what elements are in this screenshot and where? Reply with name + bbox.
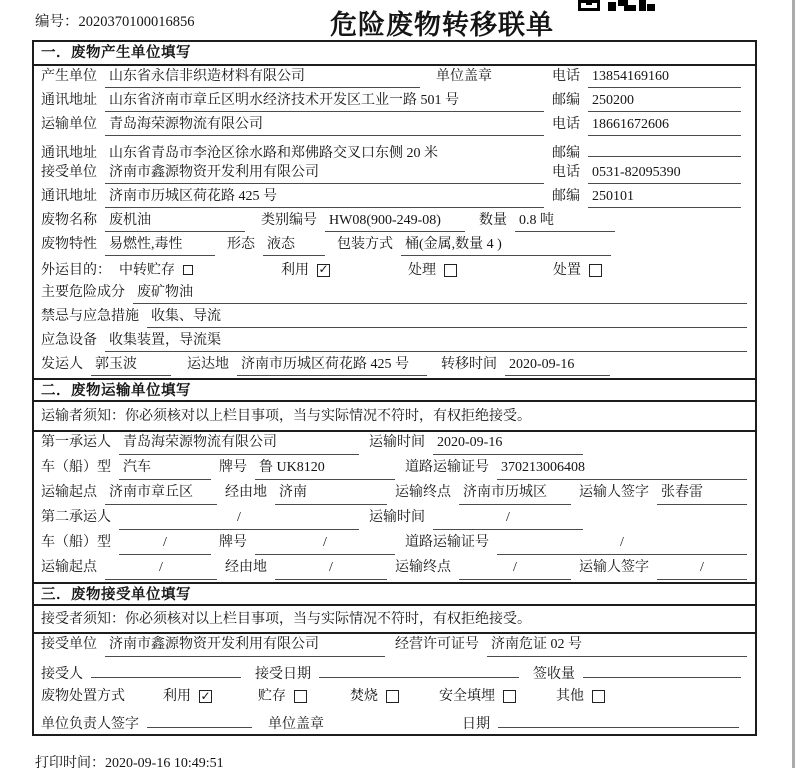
transporter-address-row <box>34 138 755 162</box>
disposal-use-label: 利用 <box>163 688 191 704</box>
zip-label: 邮编 <box>552 189 580 204</box>
section-3-header: 三．废物接受单位填写 <box>34 582 755 606</box>
acceptor-value <box>91 659 241 678</box>
waste-name-row <box>34 210 755 234</box>
second-origin-value: / <box>105 557 217 580</box>
form-label: 形态 <box>227 237 255 252</box>
waste-character-row <box>34 234 755 258</box>
accept-date-label: 接受日期 <box>255 667 311 682</box>
checkbox-item-treat <box>408 260 457 281</box>
origin-label: 运输起点 <box>41 560 97 575</box>
emergency-equipment-label: 应急设备 <box>41 333 97 348</box>
first-vehicle-type-value: 汽车 <box>119 457 211 480</box>
waste-character-value: 易燃性,毒性 <box>105 234 215 256</box>
second-carrier-value: / <box>119 507 359 530</box>
destination-label: 运达地 <box>187 357 229 372</box>
vehicle-type-label: 车（船）型 <box>41 535 111 550</box>
disposal-other-label: 其他 <box>556 688 584 704</box>
first-route-row <box>34 482 755 507</box>
shipper-label: 发运人 <box>41 357 83 372</box>
producer-unit-row <box>34 66 755 90</box>
second-carrier-label: 第二承运人 <box>41 510 111 525</box>
phone-label: 电话 <box>552 69 580 84</box>
disposal-burn-checkbox[interactable] <box>386 690 399 703</box>
address-label: 通讯地址 <box>41 189 97 204</box>
address-label: 通讯地址 <box>41 93 97 108</box>
disposal-store-checkbox[interactable] <box>294 690 307 703</box>
accepting-unit-value: 济南市鑫源物资开发利用有限公司 <box>105 634 385 657</box>
transporter-phone-value: 18661672606 <box>588 114 741 136</box>
transporter-unit-value: 青岛海荣源物流有限公司 <box>105 114 544 136</box>
transporter-zip-group <box>552 138 755 162</box>
treat-checkbox[interactable] <box>444 264 457 277</box>
road-license-label: 道路运输证号 <box>405 535 489 550</box>
qr-code-fragment <box>578 0 656 11</box>
second-via-value: / <box>275 557 387 580</box>
manager-sign-label: 单位负责人签字 <box>41 717 139 732</box>
shipper-row <box>34 354 755 378</box>
transporter-unit-row <box>34 114 755 138</box>
page-title: 危险废物转移联单 <box>330 10 554 40</box>
taboo-measures-row <box>34 306 755 330</box>
emergency-equipment-value: 收集装置，导流渠 <box>105 330 747 352</box>
use-label: 利用 <box>281 262 309 278</box>
receiver-phone-group <box>552 162 755 184</box>
producer-unit-label: 产生单位 <box>41 69 97 84</box>
section-2-body <box>34 432 755 582</box>
signed-quantity-value <box>583 659 741 678</box>
date-value <box>498 709 739 728</box>
category-code-value: HW08(900-249-08) <box>325 210 465 232</box>
first-origin-value: 济南市章丘区 <box>105 482 217 505</box>
taboo-measures-value: 收集、导流 <box>147 306 747 328</box>
manager-sign-row <box>34 709 755 734</box>
transfer-time-label: 转移时间 <box>441 357 497 372</box>
disposal-landfill-checkbox[interactable] <box>503 690 516 703</box>
unit-seal-label: 单位盖章 <box>436 69 492 84</box>
first-plate-number-value: 鲁 UK8120 <box>255 457 395 480</box>
first-transport-time-value: 2020-09-16 <box>433 432 583 455</box>
phone-label: 电话 <box>552 117 580 132</box>
acceptor-row <box>34 659 755 684</box>
dispose-checkbox[interactable] <box>589 264 602 277</box>
second-carrier-sign-value: / <box>657 557 747 580</box>
disposal-method-row <box>34 684 755 709</box>
checkbox-item-transit-storage <box>119 260 193 281</box>
permit-number-label: 经营许可证号 <box>395 637 479 652</box>
phone-label: 电话 <box>552 165 580 180</box>
transit-storage-checkbox[interactable] <box>183 265 193 275</box>
first-carrier-label: 第一承运人 <box>41 435 111 450</box>
accepting-unit-row <box>34 634 755 659</box>
via-label: 经由地 <box>225 485 267 500</box>
section-2-header: 二．废物运输单位填写 <box>34 378 755 402</box>
serial-label: 编号： <box>35 14 79 30</box>
first-carrier-row <box>34 432 755 457</box>
transporter-phone-group <box>552 114 755 136</box>
disposal-use-checkbox[interactable]: ✓ <box>200 688 211 703</box>
section-3-body <box>34 634 755 734</box>
transporter-zip-value <box>588 138 741 157</box>
first-via-value: 济南 <box>275 482 387 505</box>
producer-phone-group <box>552 66 755 88</box>
print-time <box>35 752 224 768</box>
transit-storage-label: 中转贮存 <box>119 262 175 278</box>
second-vehicle-row <box>34 532 755 557</box>
receiver-unit-value: 济南市鑫源物资开发利用有限公司 <box>105 162 544 184</box>
checkbox-item-disposal-store <box>258 686 307 708</box>
receiver-zip-value: 250101 <box>588 186 741 208</box>
manager-sign-value <box>147 709 252 728</box>
transport-time-label: 运输时间 <box>369 435 425 450</box>
use-checkbox[interactable]: ✓ <box>318 262 329 276</box>
checkbox-item-use <box>281 260 330 281</box>
treat-label: 处理 <box>408 262 436 278</box>
transporter-unit-label: 运输单位 <box>41 117 97 132</box>
category-code-label: 类别编号 <box>261 213 317 228</box>
second-road-license-value: / <box>497 532 747 555</box>
first-carrier-sign-value: 张春雷 <box>657 482 747 505</box>
address-label: 通讯地址 <box>41 146 97 161</box>
receiver-address-value: 济南市历城区荷花路 425 号 <box>105 186 544 208</box>
serial-number <box>35 10 195 31</box>
plate-number-label: 牌号 <box>219 460 247 475</box>
plate-number-label: 牌号 <box>219 535 247 550</box>
disposal-method-label: 废物处置方式 <box>41 688 125 704</box>
transport-time-label: 运输时间 <box>369 510 425 525</box>
transport-purpose-row <box>34 258 755 282</box>
transporter-address-value: 山东省青岛市李沧区徐水路和郑佛路交叉口东侧 20 米 <box>105 143 544 162</box>
transporter-notice: 运输者须知：你必须核对以上栏目事项，当与实际情况不符时，有权拒绝接受。 <box>34 402 755 432</box>
second-carrier-row <box>34 507 755 532</box>
print-time-label: 打印时间： <box>35 756 105 768</box>
receiver-unit-row <box>34 162 755 186</box>
checkbox-item-disposal-burn <box>350 686 399 708</box>
signed-quantity-label: 签收量 <box>533 667 575 682</box>
receiver-zip-group <box>552 186 755 208</box>
via-label: 经由地 <box>225 560 267 575</box>
checkbox-item-dispose <box>553 260 602 281</box>
zip-label: 邮编 <box>552 93 580 108</box>
transfer-time-value: 2020-09-16 <box>505 354 610 376</box>
waste-character-label: 废物特性 <box>41 237 97 252</box>
second-vehicle-type-value: / <box>119 532 211 555</box>
first-carrier-value: 青岛海荣源物流有限公司 <box>119 432 359 455</box>
waste-name-label: 废物名称 <box>41 213 97 228</box>
form-value: 液态 <box>263 234 325 256</box>
checkbox-item-disposal-landfill <box>439 686 516 708</box>
quantity-value: 0.8 吨 <box>515 210 615 232</box>
section-1-body <box>34 66 755 378</box>
disposal-store-label: 贮存 <box>258 688 286 704</box>
package-value: 桶(金属,数量 4 ) <box>401 234 611 256</box>
checkbox-item-disposal-use <box>163 686 212 708</box>
disposal-burn-label: 焚烧 <box>350 688 378 704</box>
origin-label: 运输起点 <box>41 485 97 500</box>
road-license-label: 道路运输证号 <box>405 460 489 475</box>
dispose-label: 处置 <box>553 262 581 278</box>
acceptor-label: 接受人 <box>41 667 83 682</box>
hazard-components-value: 废矿物油 <box>133 282 747 304</box>
date-label: 日期 <box>462 717 490 732</box>
checkbox-item-disposal-other <box>556 686 605 708</box>
unit-seal-label: 单位盖章 <box>268 717 324 732</box>
manifest-form <box>32 40 757 736</box>
receiver-phone-value: 0531-82095390 <box>588 162 741 184</box>
second-end-value: / <box>459 557 571 580</box>
zip-label: 邮编 <box>552 146 580 161</box>
vehicle-type-label: 车（船）型 <box>41 460 111 475</box>
shipper-value: 郭玉波 <box>91 354 171 376</box>
taboo-measures-label: 禁忌与应急措施 <box>41 309 139 324</box>
quantity-label: 数量 <box>479 213 507 228</box>
receiver-unit-label: 接受单位 <box>41 165 97 180</box>
carrier-sign-label: 运输人签字 <box>579 560 649 575</box>
first-vehicle-row <box>34 457 755 482</box>
permit-number-value: 济南危证 02 号 <box>487 634 747 657</box>
receiver-notice: 接受者须知：你必须核对以上栏目事项，当与实际情况不符时，有权拒绝接受。 <box>34 606 755 634</box>
serial-value: 2020370100016856 <box>78 14 195 30</box>
second-route-row <box>34 557 755 582</box>
waste-name-value: 废机油 <box>105 210 245 232</box>
print-time-value: 2020-09-16 10:49:51 <box>105 756 224 768</box>
first-end-value: 济南市历城区 <box>459 482 571 505</box>
accept-date-value <box>319 659 519 678</box>
emergency-equipment-row <box>34 330 755 354</box>
page-edge-line <box>792 0 795 768</box>
second-plate-number-value: / <box>255 532 395 555</box>
producer-address-row <box>34 90 755 114</box>
producer-zip-value: 250200 <box>588 90 741 112</box>
carrier-sign-label: 运输人签字 <box>579 485 649 500</box>
first-road-license-value: 370213006408 <box>497 457 747 480</box>
section-1-header: 一．废物产生单位填写 <box>34 42 755 66</box>
package-label: 包装方式 <box>337 237 393 252</box>
second-transport-time-value: / <box>433 507 583 530</box>
producer-zip-group <box>552 90 755 112</box>
hazard-components-row <box>34 282 755 306</box>
receiver-address-row <box>34 186 755 210</box>
disposal-other-checkbox[interactable] <box>592 690 605 703</box>
producer-phone-value: 13854169160 <box>588 66 741 88</box>
disposal-landfill-label: 安全填埋 <box>439 688 495 704</box>
hazard-components-label: 主要危险成分 <box>41 285 125 300</box>
producer-address-value: 山东省济南市章丘区明水经济技术开发区工业一路 501 号 <box>105 90 544 112</box>
end-label: 运输终点 <box>395 485 451 500</box>
transport-purpose-label: 外运目的： <box>41 262 111 278</box>
destination-value: 济南市历城区荷花路 425 号 <box>237 354 427 376</box>
accepting-unit-label: 接受单位 <box>41 637 97 652</box>
end-label: 运输终点 <box>395 560 451 575</box>
producer-unit-value: 山东省永信非织造材料有限公司 <box>105 66 420 88</box>
